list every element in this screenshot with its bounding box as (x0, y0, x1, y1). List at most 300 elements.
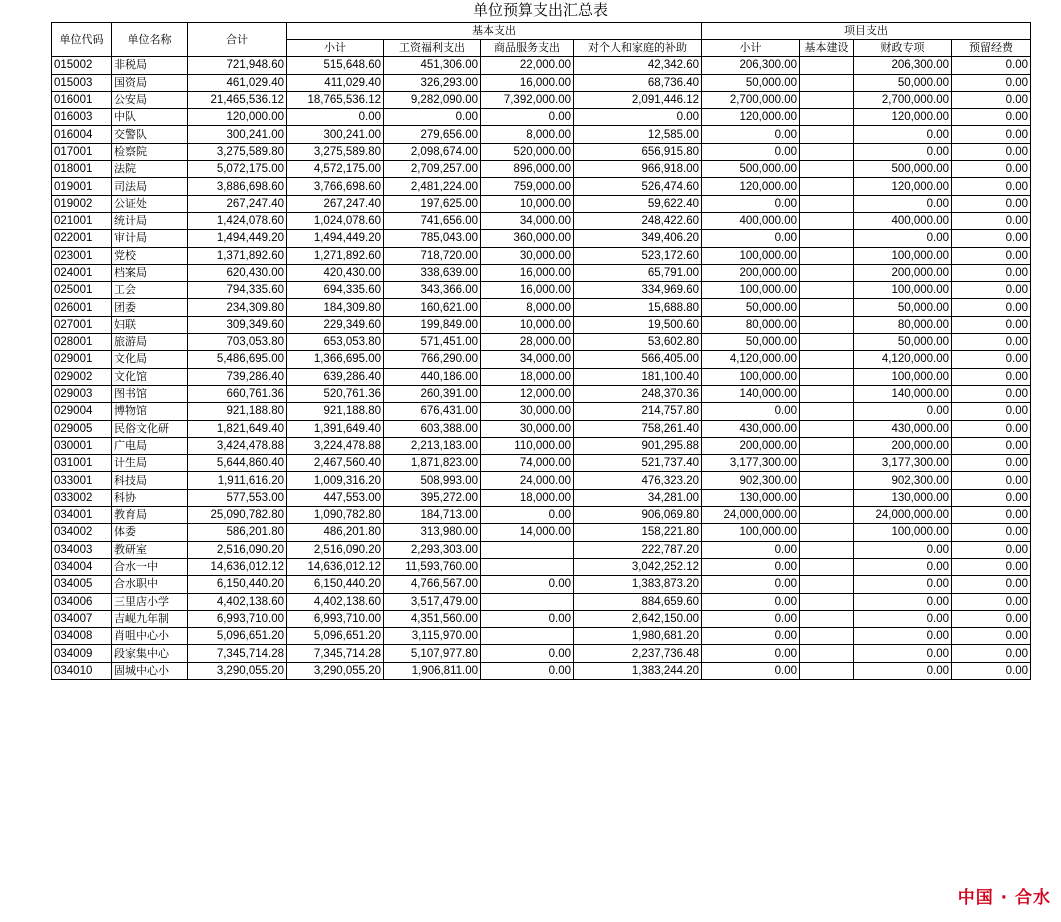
cell-project-reserve: 0.00 (952, 161, 1031, 178)
cell-basic-goods: 14,000.00 (481, 524, 574, 541)
cell-project-subtotal: 120,000.00 (702, 178, 800, 195)
cell-basic-wages: 451,306.00 (384, 57, 481, 74)
cell-basic-subsidy: 3,042,252.12 (574, 558, 702, 575)
cell-project-subtotal: 902,300.00 (702, 472, 800, 489)
cell-code: 034002 (52, 524, 112, 541)
cell-project-reserve: 0.00 (952, 126, 1031, 143)
table-row (52, 368, 1031, 385)
cell-basic-wages: 184,713.00 (384, 507, 481, 524)
cell-project-subtotal: 100,000.00 (702, 524, 800, 541)
cell-basic-subtotal: 0.00 (287, 109, 384, 126)
cell-code: 034004 (52, 558, 112, 575)
cell-basic-goods: 0.00 (481, 645, 574, 662)
cell-basic-subtotal: 1,366,695.00 (287, 351, 384, 368)
cell-code: 015003 (52, 74, 112, 91)
cell-total: 6,150,440.20 (188, 576, 287, 593)
cell-project-subtotal: 100,000.00 (702, 368, 800, 385)
cell-project-construction (800, 420, 854, 437)
cell-project-special: 500,000.00 (854, 161, 952, 178)
cell-name: 合水职中 (112, 576, 188, 593)
table-row (52, 662, 1031, 679)
cell-name: 教研室 (112, 541, 188, 558)
cell-code: 034009 (52, 645, 112, 662)
cell-code: 034006 (52, 593, 112, 610)
cell-total: 1,371,892.60 (188, 247, 287, 264)
cell-basic-subsidy: 2,237,736.48 (574, 645, 702, 662)
cell-basic-goods: 18,000.00 (481, 489, 574, 506)
cell-code: 029005 (52, 420, 112, 437)
col-header-basic-wages: 工资福利支出 (384, 40, 481, 57)
cell-project-special: 0.00 (854, 645, 952, 662)
header-row-group (52, 23, 1031, 40)
cell-basic-subtotal: 6,993,710.00 (287, 610, 384, 627)
cell-basic-subtotal: 653,053.80 (287, 334, 384, 351)
cell-project-special: 100,000.00 (854, 524, 952, 541)
cell-project-special: 0.00 (854, 610, 952, 627)
cell-basic-subsidy: 181,100.40 (574, 368, 702, 385)
cell-basic-subsidy: 53,602.80 (574, 334, 702, 351)
cell-project-construction (800, 161, 854, 178)
cell-basic-subtotal: 1,494,449.20 (287, 230, 384, 247)
cell-project-construction (800, 541, 854, 558)
cell-basic-wages: 4,351,560.00 (384, 610, 481, 627)
cell-total: 1,424,078.60 (188, 212, 287, 229)
cell-project-construction (800, 576, 854, 593)
cell-basic-subsidy: 248,422.60 (574, 212, 702, 229)
cell-project-reserve: 0.00 (952, 489, 1031, 506)
cell-project-special: 3,177,300.00 (854, 455, 952, 472)
cell-basic-subtotal: 3,224,478.88 (287, 437, 384, 454)
cell-project-special: 100,000.00 (854, 368, 952, 385)
table-row (52, 351, 1031, 368)
table-row (52, 143, 1031, 160)
cell-total: 577,553.00 (188, 489, 287, 506)
cell-basic-subsidy: 566,405.00 (574, 351, 702, 368)
cell-project-subtotal: 4,120,000.00 (702, 351, 800, 368)
cell-code: 016004 (52, 126, 112, 143)
col-header-project-subtotal: 小计 (702, 40, 800, 57)
cell-total: 25,090,782.80 (188, 507, 287, 524)
cell-project-subtotal: 0.00 (702, 403, 800, 420)
cell-basic-goods: 22,000.00 (481, 57, 574, 74)
table-row (52, 247, 1031, 264)
cell-project-construction (800, 264, 854, 281)
cell-code: 021001 (52, 212, 112, 229)
cell-project-construction (800, 91, 854, 108)
table-row (52, 109, 1031, 126)
cell-name: 体委 (112, 524, 188, 541)
cell-total: 3,424,478.88 (188, 437, 287, 454)
table-row (52, 212, 1031, 229)
cell-project-subtotal: 24,000,000.00 (702, 507, 800, 524)
cell-project-reserve: 0.00 (952, 264, 1031, 281)
watermark-text: 中国 · 合水 (957, 888, 1051, 908)
cell-code: 027001 (52, 316, 112, 333)
cell-basic-wages: 5,107,977.80 (384, 645, 481, 662)
col-header-name: 单位名称 (112, 23, 188, 57)
cell-total: 14,636,012.12 (188, 558, 287, 575)
cell-basic-goods (481, 628, 574, 645)
cell-project-reserve: 0.00 (952, 593, 1031, 610)
col-header-basic-goods: 商品服务支出 (481, 40, 574, 57)
cell-basic-wages: 603,388.00 (384, 420, 481, 437)
cell-project-construction (800, 212, 854, 229)
cell-project-subtotal: 100,000.00 (702, 282, 800, 299)
cell-basic-subtotal: 486,201.80 (287, 524, 384, 541)
cell-code: 025001 (52, 282, 112, 299)
cell-project-special: 902,300.00 (854, 472, 952, 489)
table-row (52, 437, 1031, 454)
cell-code: 034005 (52, 576, 112, 593)
cell-basic-goods: 0.00 (481, 109, 574, 126)
table-row (52, 403, 1031, 420)
cell-total: 461,029.40 (188, 74, 287, 91)
cell-project-subtotal: 0.00 (702, 628, 800, 645)
cell-total: 586,201.80 (188, 524, 287, 541)
table-row (52, 593, 1031, 610)
cell-basic-subsidy: 59,622.40 (574, 195, 702, 212)
cell-name: 公证处 (112, 195, 188, 212)
cell-basic-goods: 520,000.00 (481, 143, 574, 160)
cell-basic-subsidy: 19,500.60 (574, 316, 702, 333)
table-row (52, 472, 1031, 489)
cell-project-reserve: 0.00 (952, 576, 1031, 593)
cell-project-subtotal: 206,300.00 (702, 57, 800, 74)
cell-basic-subsidy: 15,688.80 (574, 299, 702, 316)
cell-project-construction (800, 230, 854, 247)
cell-basic-subtotal: 3,290,055.20 (287, 662, 384, 679)
cell-project-construction (800, 507, 854, 524)
cell-basic-wages: 2,213,183.00 (384, 437, 481, 454)
cell-basic-subsidy: 656,915.80 (574, 143, 702, 160)
cell-project-special: 130,000.00 (854, 489, 952, 506)
cell-basic-wages: 508,993.00 (384, 472, 481, 489)
cell-project-construction (800, 662, 854, 679)
cell-basic-wages: 338,639.00 (384, 264, 481, 281)
cell-project-reserve: 0.00 (952, 282, 1031, 299)
cell-project-reserve: 0.00 (952, 334, 1031, 351)
cell-name: 交警队 (112, 126, 188, 143)
cell-name: 公安局 (112, 91, 188, 108)
cell-name: 段家集中心 (112, 645, 188, 662)
cell-project-construction (800, 489, 854, 506)
table-row (52, 645, 1031, 662)
cell-total: 3,290,055.20 (188, 662, 287, 679)
cell-project-construction (800, 593, 854, 610)
cell-project-reserve: 0.00 (952, 610, 1031, 627)
cell-basic-goods: 30,000.00 (481, 403, 574, 420)
cell-basic-subtotal: 4,572,175.00 (287, 161, 384, 178)
table-row (52, 282, 1031, 299)
cell-project-special: 120,000.00 (854, 178, 952, 195)
cell-basic-subtotal: 14,636,012.12 (287, 558, 384, 575)
col-header-project-special: 财政专项 (854, 40, 952, 57)
cell-project-subtotal: 140,000.00 (702, 385, 800, 402)
cell-total: 1,821,649.40 (188, 420, 287, 437)
cell-basic-subsidy: 884,659.60 (574, 593, 702, 610)
cell-name: 国资局 (112, 74, 188, 91)
cell-project-subtotal: 0.00 (702, 558, 800, 575)
cell-basic-wages: 785,043.00 (384, 230, 481, 247)
cell-basic-subsidy: 349,406.20 (574, 230, 702, 247)
cell-total: 300,241.00 (188, 126, 287, 143)
cell-name: 固城中心小 (112, 662, 188, 679)
cell-project-subtotal: 0.00 (702, 576, 800, 593)
cell-basic-wages: 11,593,760.00 (384, 558, 481, 575)
cell-project-subtotal: 2,700,000.00 (702, 91, 800, 108)
cell-code: 029004 (52, 403, 112, 420)
cell-name: 文化馆 (112, 368, 188, 385)
cell-basic-wages: 3,115,970.00 (384, 628, 481, 645)
page-title: 单位预算支出汇总表 (472, 1, 608, 19)
cell-total: 3,275,589.80 (188, 143, 287, 160)
cell-basic-wages: 279,656.00 (384, 126, 481, 143)
cell-code: 024001 (52, 264, 112, 281)
cell-project-special: 0.00 (854, 541, 952, 558)
cell-project-subtotal: 0.00 (702, 662, 800, 679)
cell-basic-wages: 199,849.00 (384, 316, 481, 333)
cell-basic-subtotal: 515,648.60 (287, 57, 384, 74)
cell-basic-subsidy: 42,342.60 (574, 57, 702, 74)
cell-project-construction (800, 247, 854, 264)
cell-total: 794,335.60 (188, 282, 287, 299)
cell-basic-subtotal: 3,766,698.60 (287, 178, 384, 195)
cell-project-construction (800, 143, 854, 160)
cell-basic-subsidy: 2,091,446.12 (574, 91, 702, 108)
cell-basic-goods: 0.00 (481, 576, 574, 593)
cell-basic-wages: 4,766,567.00 (384, 576, 481, 593)
cell-name: 合水一中 (112, 558, 188, 575)
col-header-basic-subsidy: 对个人和家庭的补助 (574, 40, 702, 57)
table-row (52, 420, 1031, 437)
table-row (52, 558, 1031, 575)
cell-basic-goods: 0.00 (481, 610, 574, 627)
col-header-basic-subtotal: 小计 (287, 40, 384, 57)
cell-basic-subsidy: 523,172.60 (574, 247, 702, 264)
cell-basic-subsidy: 68,736.40 (574, 74, 702, 91)
cell-project-subtotal: 200,000.00 (702, 264, 800, 281)
cell-project-reserve: 0.00 (952, 109, 1031, 126)
cell-basic-wages: 2,709,257.00 (384, 161, 481, 178)
cell-name: 计生局 (112, 455, 188, 472)
cell-project-reserve: 0.00 (952, 472, 1031, 489)
cell-code: 031001 (52, 455, 112, 472)
cell-total: 234,309.80 (188, 299, 287, 316)
cell-code: 028001 (52, 334, 112, 351)
cell-total: 5,486,695.00 (188, 351, 287, 368)
cell-name: 教育局 (112, 507, 188, 524)
cell-code: 023001 (52, 247, 112, 264)
cell-basic-wages: 0.00 (384, 109, 481, 126)
table-row (52, 628, 1031, 645)
cell-code: 034001 (52, 507, 112, 524)
table-row (52, 195, 1031, 212)
cell-basic-subtotal: 639,286.40 (287, 368, 384, 385)
cell-project-special: 0.00 (854, 628, 952, 645)
cell-basic-subsidy: 758,261.40 (574, 420, 702, 437)
cell-project-subtotal: 130,000.00 (702, 489, 800, 506)
cell-basic-subsidy: 1,383,873.20 (574, 576, 702, 593)
cell-project-subtotal: 50,000.00 (702, 74, 800, 91)
cell-project-reserve: 0.00 (952, 455, 1031, 472)
cell-project-reserve: 0.00 (952, 143, 1031, 160)
cell-basic-subtotal: 2,467,560.40 (287, 455, 384, 472)
budget-summary-table (51, 22, 1031, 680)
cell-project-construction (800, 299, 854, 316)
cell-project-construction (800, 195, 854, 212)
cell-basic-subsidy: 521,737.40 (574, 455, 702, 472)
cell-basic-subtotal: 1,090,782.80 (287, 507, 384, 524)
col-header-code: 单位代码 (52, 23, 112, 57)
cell-name: 图书馆 (112, 385, 188, 402)
cell-basic-subsidy: 34,281.00 (574, 489, 702, 506)
cell-basic-goods: 10,000.00 (481, 316, 574, 333)
cell-project-subtotal: 0.00 (702, 610, 800, 627)
cell-basic-wages: 718,720.00 (384, 247, 481, 264)
cell-basic-wages: 313,980.00 (384, 524, 481, 541)
cell-name: 民俗文化研 (112, 420, 188, 437)
cell-basic-subtotal: 921,188.80 (287, 403, 384, 420)
cell-basic-wages: 197,625.00 (384, 195, 481, 212)
cell-project-reserve: 0.00 (952, 385, 1031, 402)
table-row (52, 126, 1031, 143)
cell-basic-wages: 1,906,811.00 (384, 662, 481, 679)
cell-total: 5,644,860.40 (188, 455, 287, 472)
cell-project-subtotal: 430,000.00 (702, 420, 800, 437)
cell-code: 019001 (52, 178, 112, 195)
cell-project-special: 4,120,000.00 (854, 351, 952, 368)
cell-name: 吉岘九年制 (112, 610, 188, 627)
cell-project-reserve: 0.00 (952, 662, 1031, 679)
cell-name: 档案局 (112, 264, 188, 281)
table-row (52, 576, 1031, 593)
cell-basic-subtotal: 184,309.80 (287, 299, 384, 316)
table-row (52, 489, 1031, 506)
cell-project-special: 24,000,000.00 (854, 507, 952, 524)
cell-name: 科技局 (112, 472, 188, 489)
cell-name: 中队 (112, 109, 188, 126)
table-row (52, 385, 1031, 402)
table-row (52, 541, 1031, 558)
cell-project-special: 2,700,000.00 (854, 91, 952, 108)
cell-basic-wages: 395,272.00 (384, 489, 481, 506)
cell-total: 721,948.60 (188, 57, 287, 74)
col-header-total: 合计 (188, 23, 287, 57)
cell-project-reserve: 0.00 (952, 368, 1031, 385)
cell-project-special: 50,000.00 (854, 74, 952, 91)
cell-code: 034008 (52, 628, 112, 645)
cell-basic-subsidy: 1,383,244.20 (574, 662, 702, 679)
cell-project-construction (800, 610, 854, 627)
cell-code: 034003 (52, 541, 112, 558)
cell-project-construction (800, 645, 854, 662)
cell-project-reserve: 0.00 (952, 541, 1031, 558)
cell-basic-goods: 7,392,000.00 (481, 91, 574, 108)
col-header-project-reserve: 预留经费 (952, 40, 1031, 57)
cell-project-special: 400,000.00 (854, 212, 952, 229)
table-row (52, 264, 1031, 281)
cell-basic-wages: 571,451.00 (384, 334, 481, 351)
cell-project-special: 0.00 (854, 558, 952, 575)
cell-total: 4,402,138.60 (188, 593, 287, 610)
cell-basic-goods: 8,000.00 (481, 126, 574, 143)
cell-project-construction (800, 57, 854, 74)
table-row (52, 91, 1031, 108)
cell-total: 6,993,710.00 (188, 610, 287, 627)
cell-basic-wages: 2,481,224.00 (384, 178, 481, 195)
cell-basic-subsidy: 476,323.20 (574, 472, 702, 489)
cell-project-subtotal: 0.00 (702, 541, 800, 558)
cell-project-reserve: 0.00 (952, 230, 1031, 247)
cell-project-special: 120,000.00 (854, 109, 952, 126)
cell-project-subtotal: 0.00 (702, 593, 800, 610)
cell-project-subtotal: 50,000.00 (702, 299, 800, 316)
cell-name: 非税局 (112, 57, 188, 74)
cell-basic-subtotal: 2,516,090.20 (287, 541, 384, 558)
cell-total: 1,494,449.20 (188, 230, 287, 247)
cell-name: 旅游局 (112, 334, 188, 351)
cell-basic-subsidy: 214,757.80 (574, 403, 702, 420)
cell-basic-goods: 360,000.00 (481, 230, 574, 247)
cell-name: 科协 (112, 489, 188, 506)
cell-project-construction (800, 282, 854, 299)
cell-project-subtotal: 0.00 (702, 645, 800, 662)
cell-project-reserve: 0.00 (952, 524, 1031, 541)
cell-name: 统计局 (112, 212, 188, 229)
cell-basic-wages: 2,098,674.00 (384, 143, 481, 160)
cell-total: 620,430.00 (188, 264, 287, 281)
cell-basic-wages: 9,282,090.00 (384, 91, 481, 108)
cell-code: 034010 (52, 662, 112, 679)
cell-basic-wages: 1,871,823.00 (384, 455, 481, 472)
cell-basic-wages: 676,431.00 (384, 403, 481, 420)
cell-basic-goods: 0.00 (481, 662, 574, 679)
cell-basic-goods: 34,000.00 (481, 351, 574, 368)
cell-project-construction (800, 437, 854, 454)
cell-project-construction (800, 126, 854, 143)
cell-project-special: 50,000.00 (854, 334, 952, 351)
cell-basic-goods (481, 541, 574, 558)
cell-project-special: 0.00 (854, 576, 952, 593)
cell-basic-goods: 18,000.00 (481, 368, 574, 385)
cell-basic-goods: 16,000.00 (481, 74, 574, 91)
table-row (52, 57, 1031, 74)
col-group-project: 项目支出 (702, 23, 1031, 40)
cell-code: 026001 (52, 299, 112, 316)
cell-project-subtotal: 80,000.00 (702, 316, 800, 333)
cell-code: 030001 (52, 437, 112, 454)
cell-basic-subsidy: 248,370.36 (574, 385, 702, 402)
cell-basic-subsidy: 158,221.80 (574, 524, 702, 541)
cell-total: 1,911,616.20 (188, 472, 287, 489)
cell-code: 034007 (52, 610, 112, 627)
cell-basic-subsidy: 901,295.88 (574, 437, 702, 454)
table-body (52, 57, 1031, 680)
cell-project-reserve: 0.00 (952, 403, 1031, 420)
cell-project-subtotal: 0.00 (702, 126, 800, 143)
cell-basic-subtotal: 447,553.00 (287, 489, 384, 506)
cell-project-construction (800, 109, 854, 126)
cell-project-subtotal: 100,000.00 (702, 247, 800, 264)
cell-project-subtotal: 200,000.00 (702, 437, 800, 454)
cell-project-special: 0.00 (854, 662, 952, 679)
cell-basic-wages: 160,621.00 (384, 299, 481, 316)
cell-basic-subtotal: 520,761.36 (287, 385, 384, 402)
table-row (52, 455, 1031, 472)
cell-basic-subtotal: 420,430.00 (287, 264, 384, 281)
cell-code: 029001 (52, 351, 112, 368)
cell-basic-goods: 110,000.00 (481, 437, 574, 454)
